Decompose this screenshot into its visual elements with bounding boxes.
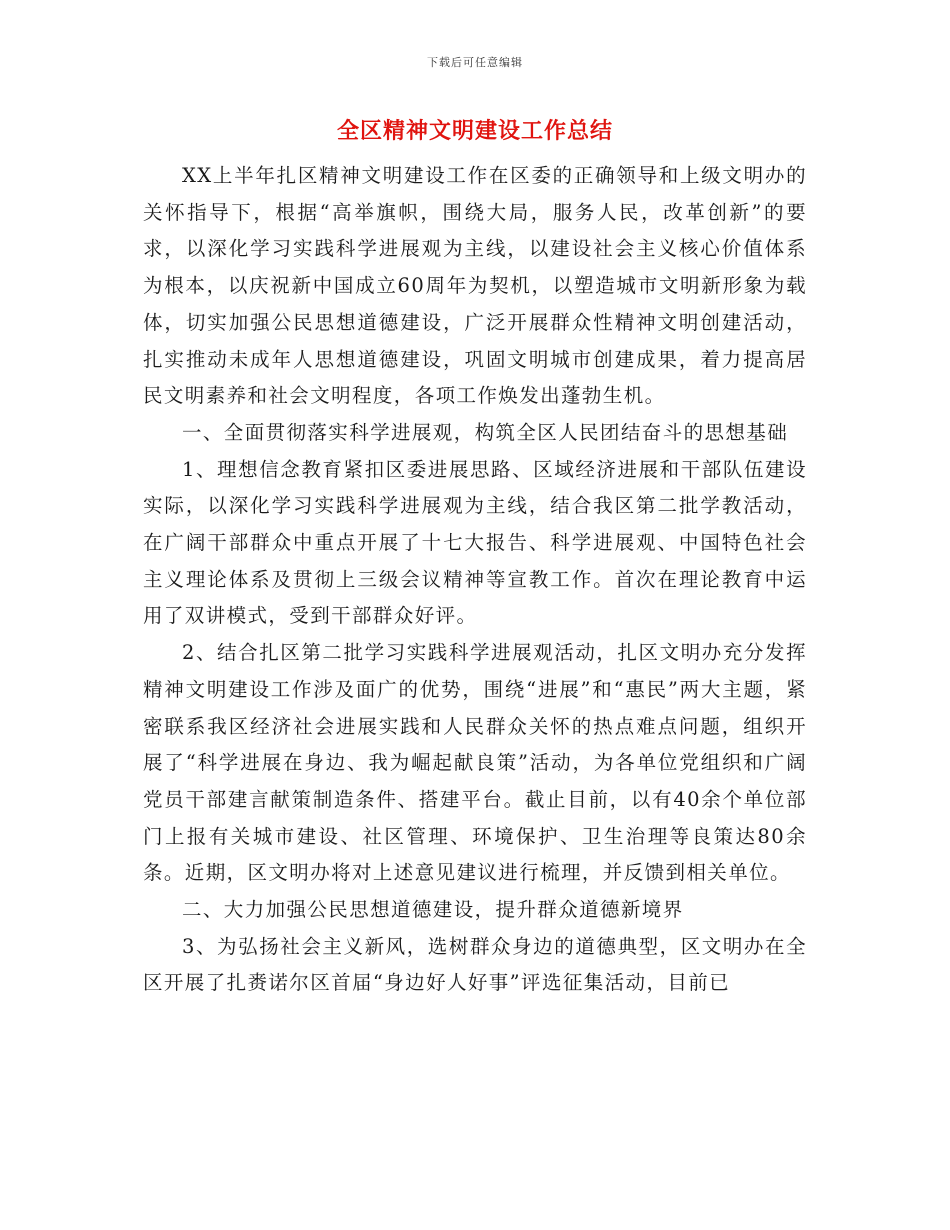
- header-note: 下载后可任意编辑: [427, 56, 523, 69]
- paragraph-item-1: 1、理想信念教育紧扣区委进展思路、区域经济进展和干部队伍建设实际，以深化学习实践科学进展观为主线，结合我区第二批学教活动，在广阔干部群众中重点开展了十七大报告、科学进展观、中国特色社会主义理论体系及贯彻上三级会议精神等宣教工作。首次在理论教育中运用了双讲模式，受到干部群众好评。: [143, 457, 807, 628]
- section-heading-2: 二、大力加强公民思想道德建设，提升群众道德新境界: [182, 898, 684, 922]
- paragraph-intro: XX上半年扎区精神文明建设工作在区委的正确领导和上级文明办的关怀指导下，根据“高举旗帜，围绕大局，服务人民，改革创新”的要求，以深化学习实践科学进展观为主线，以建设社会主义核心价值体系为根本，以庆祝新中国成立60周年为契机，以塑造城市文明新形象为载体，切实加强公民思想道德建设，广泛开展群众性精神文明创建活动，扎实推动未成年人思想道德建设，巩固文明城市创建成果，着力提高居民文明素养和社会文明程度，各项工作焕发出蓬勃生机。: [143, 164, 807, 408]
- document-body: [143, 158, 807, 1002]
- paragraph-item-3: 3、为弘扬社会主义新风，选树群众身边的道德典型，区文明办在全区开展了扎赉诺尔区首届“身边好人好事”评选征集活动，目前已: [143, 934, 807, 995]
- document-title: 全区精神文明建设工作总结: [336, 118, 613, 144]
- section-heading-1: 一、全面贯彻落实科学进展观，构筑全区人民团结奋斗的思想基础: [182, 420, 789, 444]
- paragraph-item-2: 2、结合扎区第二批学习实践科学进展观活动，扎区文明办充分发挥精神文明建设工作涉及面广的优势，围绕“进展”和“惠民”两大主题，紧密联系我区经济社会进展实践和人民群众关怀的热点难点问题，组织开展了“科学进展在身边、我为崛起献良策”活动，为各单位党组织和广阔党员干部建言献策制造条件、搭建平台。截止目前，以有40余个单位部门上报有关城市建设、社区管理、环境保护、卫生治理等良策达80余条。近期，区文明办将对上述意见建议进行梳理，并反馈到相关单位。: [143, 641, 807, 885]
